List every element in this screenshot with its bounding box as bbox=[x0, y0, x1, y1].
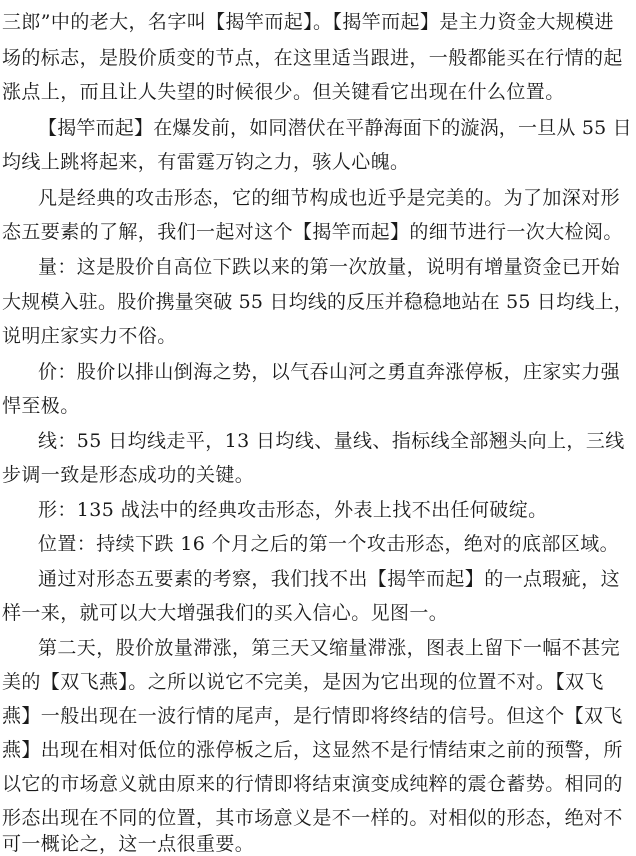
text-line: 价：股价以排山倒海之势，以气吞山河之勇直奔涨停板，庄家实力强 bbox=[38, 361, 621, 383]
text-line: 三郎”中的老大，名字叫【揭竿而起】。【揭竿而起】是主力资金大规模进 bbox=[2, 11, 614, 33]
text-line: 大规模入驻。股价携量突破 55 日均线的反压并稳稳地站在 55 日均线上， bbox=[2, 291, 633, 313]
text-line: 形态出现在不同的位置，其市场意义是不一样的。对相似的形态，绝对不 bbox=[2, 807, 623, 829]
text-line: 以它的市场意义就由原来的行情即将结束演变成纯粹的震仓蓄势。相同的 bbox=[2, 773, 623, 795]
text-line: 涨点上，而且让人失望的时候很少。但关键看它出现在什么位置。 bbox=[2, 81, 565, 103]
text-line: 位置：持续下跌 16 个月之后的第一个攻击形态，绝对的底部区域。 bbox=[38, 533, 620, 555]
text-line: 第二天，股价放量滞涨，第三天又缩量滞涨，图表上留下一幅不甚完 bbox=[38, 637, 621, 659]
text-line: 燕】一般出现在一波行情的尾声，是行情即将终结的信号。但这个【双飞 bbox=[2, 705, 623, 727]
text-line: 场的标志，是股价质变的节点，在这里适当跟进，一般都能买在行情的起 bbox=[2, 47, 623, 69]
text-line: 量：这是股价自高位下跌以来的第一次放量，说明有增量资金已开始 bbox=[38, 256, 621, 278]
text-line: 态五要素的了解，我们一起对这个【揭竿而起】的细节进行一次大检阅。 bbox=[2, 221, 623, 243]
text-line: 通过对形态五要素的考察，我们找不出【揭竿而起】的一点瑕疵，这 bbox=[38, 568, 621, 590]
text-line: 凡是经典的攻击形态，它的细节构成也近乎是完美的。为了加深对形 bbox=[38, 187, 621, 209]
text-line: 均线上跳将起来，有雷霆万钧之力，骇人心魄。 bbox=[2, 151, 410, 173]
text-line: 步调一致是形态成功的关键。 bbox=[2, 464, 255, 486]
text-line: 说明庄家实力不俗。 bbox=[2, 325, 177, 347]
text-line: 形：135 战法中的经典攻击形态，外表上找不出任何破绽。 bbox=[38, 499, 548, 521]
text-line: 【揭竿而起】在爆发前，如同潜伏在平静海面下的漩涡，一旦从 55 日 bbox=[38, 117, 632, 139]
text-line: 燕】出现在相对低位的涨停板之后，这显然不是行情结束之前的预警，所 bbox=[2, 739, 623, 761]
text-line: 线：55 日均线走平，13 日均线、量线、指标线全部翘头向上，三线 bbox=[38, 430, 625, 452]
text-line: 样一来，就可以大大增强我们的买入信心。见图一。 bbox=[2, 602, 449, 624]
text-line: 美的【双飞燕】。之所以说它不完美，是因为它出现的位置不对。【双飞 bbox=[2, 671, 604, 693]
text-line: 悍至极。 bbox=[2, 395, 80, 417]
text-line: 可一概论之，这一点很重要。 bbox=[2, 833, 255, 855]
